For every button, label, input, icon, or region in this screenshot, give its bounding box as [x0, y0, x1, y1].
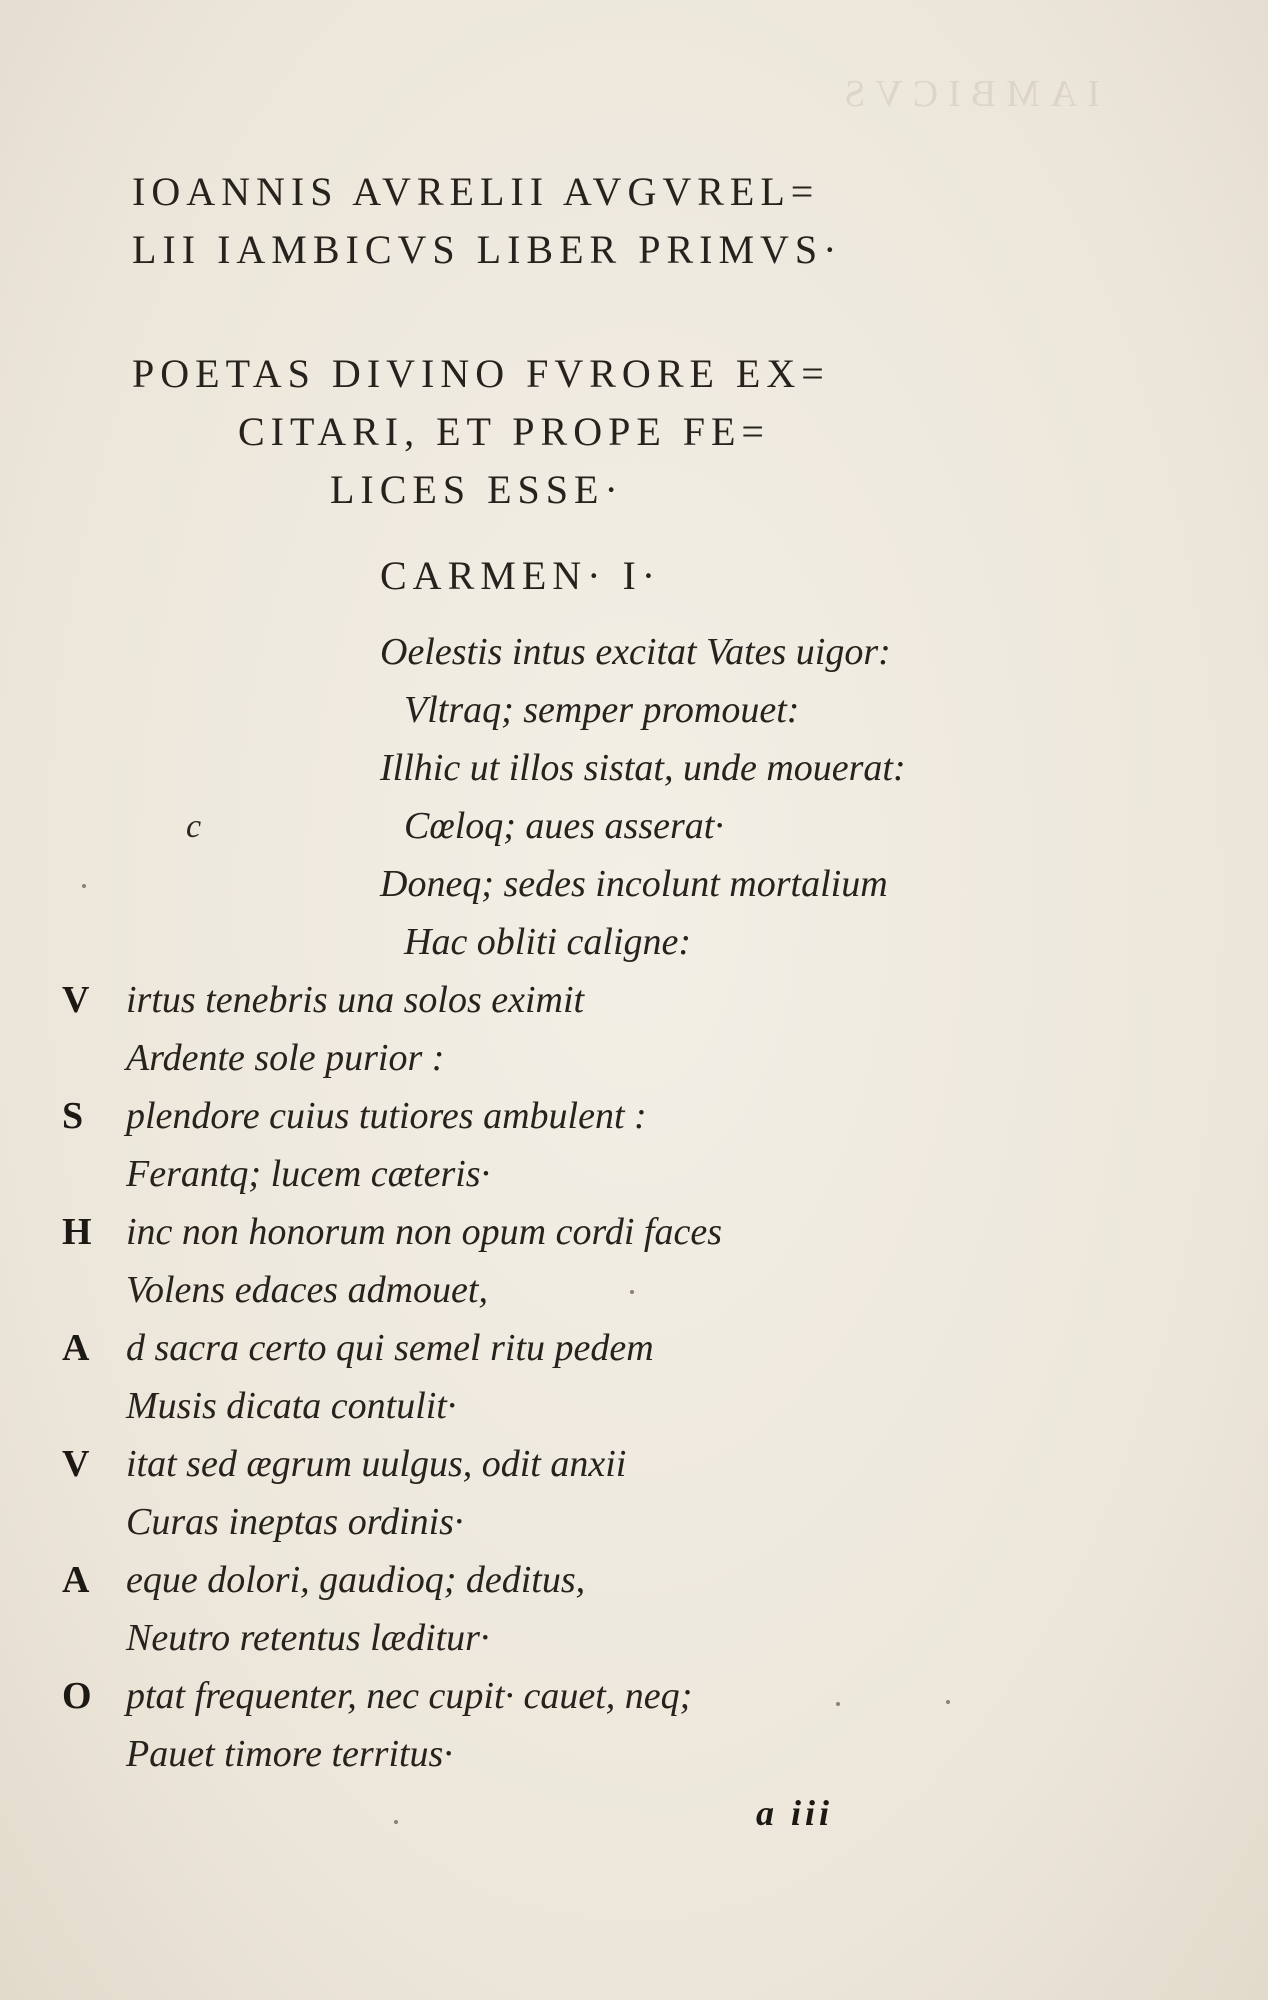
carmen-title: CARMEN· I·	[380, 553, 662, 598]
margin-mark: c	[186, 808, 202, 845]
heading-line-3: LICES ESSE·	[330, 467, 624, 512]
poem-line: Vltraq; semper promouet:	[404, 689, 800, 731]
initial-letter: O	[62, 1675, 92, 1717]
show-through-running-head: IAMBICVS	[834, 73, 1100, 115]
poem-line: Volens edaces admouet,	[126, 1269, 488, 1311]
initial-letter: V	[62, 1443, 90, 1485]
title-line-2: LII IAMBICVS LIBER PRIMVS·	[132, 227, 843, 272]
poem-line: itat sed ægrum uulgus, odit anxii	[126, 1443, 627, 1485]
poem-line: inc non honorum non opum cordi faces	[126, 1211, 722, 1253]
title-line-1: IOANNIS AVRELII AVGVREL=	[132, 169, 820, 214]
poem-line: ptat frequenter, nec cupit· cauet, neq;	[126, 1675, 693, 1717]
initial-letter: V	[62, 979, 90, 1021]
heading-line-1: POETAS DIVINO FVRORE EX=	[132, 351, 830, 396]
initial-letter: A	[62, 1559, 90, 1601]
signature-mark: a iii	[756, 1793, 834, 1833]
poem-line: Ferantq; lucem cæteris·	[126, 1153, 491, 1195]
initial-letter: H	[62, 1211, 92, 1253]
poem-line: Illhic ut illos sistat, unde mouerat:	[380, 747, 906, 789]
poem-line: Neutro retentus læditur·	[126, 1617, 490, 1659]
poem-line: d sacra certo qui semel ritu pedem	[126, 1327, 654, 1369]
ink-speck	[82, 884, 86, 888]
ink-speck	[836, 1702, 840, 1706]
poem-line: Oelestis intus excitat Vates uigor:	[380, 631, 891, 673]
ink-speck	[946, 1700, 950, 1704]
poem-line: Hac obliti caligne:	[404, 921, 692, 963]
ink-speck	[394, 1820, 398, 1824]
ink-speck	[630, 1290, 634, 1294]
poem-line: Musis dicata contulit·	[126, 1385, 457, 1427]
poem-line: irtus tenebris una solos eximit	[126, 979, 585, 1021]
heading-line-2: CITARI, ET PROPE FE=	[238, 409, 770, 454]
poem-line: Cœloq; aues asserat·	[404, 805, 724, 847]
poem-line: Pauet timore territus·	[126, 1733, 453, 1775]
poem-line: Doneq; sedes incolunt mortalium	[380, 863, 888, 905]
initial-letter: A	[62, 1327, 90, 1369]
initial-letter: S	[62, 1095, 84, 1137]
poem-line: Ardente sole purior :	[126, 1037, 445, 1079]
poem-line: plendore cuius tutiores ambulent :	[126, 1095, 647, 1137]
poem-line: Curas ineptas ordinis·	[126, 1501, 464, 1543]
poem-line: eque dolori, gaudioq; deditus,	[126, 1559, 586, 1601]
